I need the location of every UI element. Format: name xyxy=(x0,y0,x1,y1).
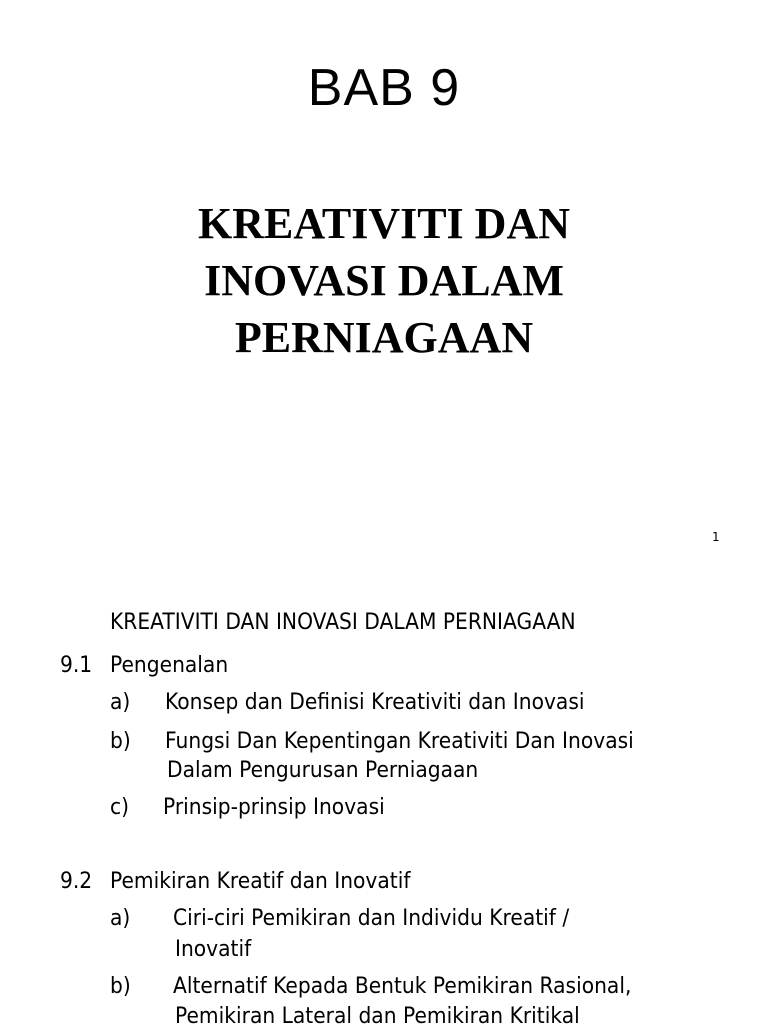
item-text: Pemikiran Lateral dan Pemikiran Kritikal xyxy=(175,1004,580,1024)
chapter-title xyxy=(0,195,768,366)
item-text: Alternatif Kepada Bentuk Pemikiran Rasional, xyxy=(173,974,632,999)
outline-heading: KREATIVITI DAN INOVASI DALAM PERNIAGAAN xyxy=(110,610,576,635)
section-number: 9.1 xyxy=(60,653,93,678)
chapter-title-line: KREATIVITI DAN xyxy=(197,199,571,248)
chapter-title-line: PERNIAGAAN xyxy=(234,313,534,362)
item-marker: c) xyxy=(110,795,130,820)
chapter-label: BAB 9 xyxy=(307,59,461,117)
item-text: Dalam Pengurusan Perniagaan xyxy=(167,758,479,783)
page-number: 1 xyxy=(712,530,720,544)
item-marker: b) xyxy=(110,729,131,754)
item-text: Inovatif xyxy=(175,937,252,962)
section-title: Pengenalan xyxy=(110,653,229,678)
item-marker: a) xyxy=(110,906,131,931)
item-text: Fungsi Dan Kepentingan Kreativiti Dan Inovasi xyxy=(165,729,634,754)
slide-2 xyxy=(0,560,768,1024)
section-number: 9.2 xyxy=(60,869,93,894)
item-text: Prinsip-prinsip Inovasi xyxy=(163,795,385,820)
section-title: Pemikiran Kreatif dan Inovatif xyxy=(110,869,411,894)
item-marker: a) xyxy=(110,690,131,715)
item-marker: b) xyxy=(110,974,131,999)
item-text: Ciri-ciri Pemikiran dan Individu Kreatif / xyxy=(173,906,570,931)
chapter-title-line: INOVASI DALAM xyxy=(204,256,564,305)
item-text: Konsep dan Definisi Kreativiti dan Inovasi xyxy=(165,690,585,715)
